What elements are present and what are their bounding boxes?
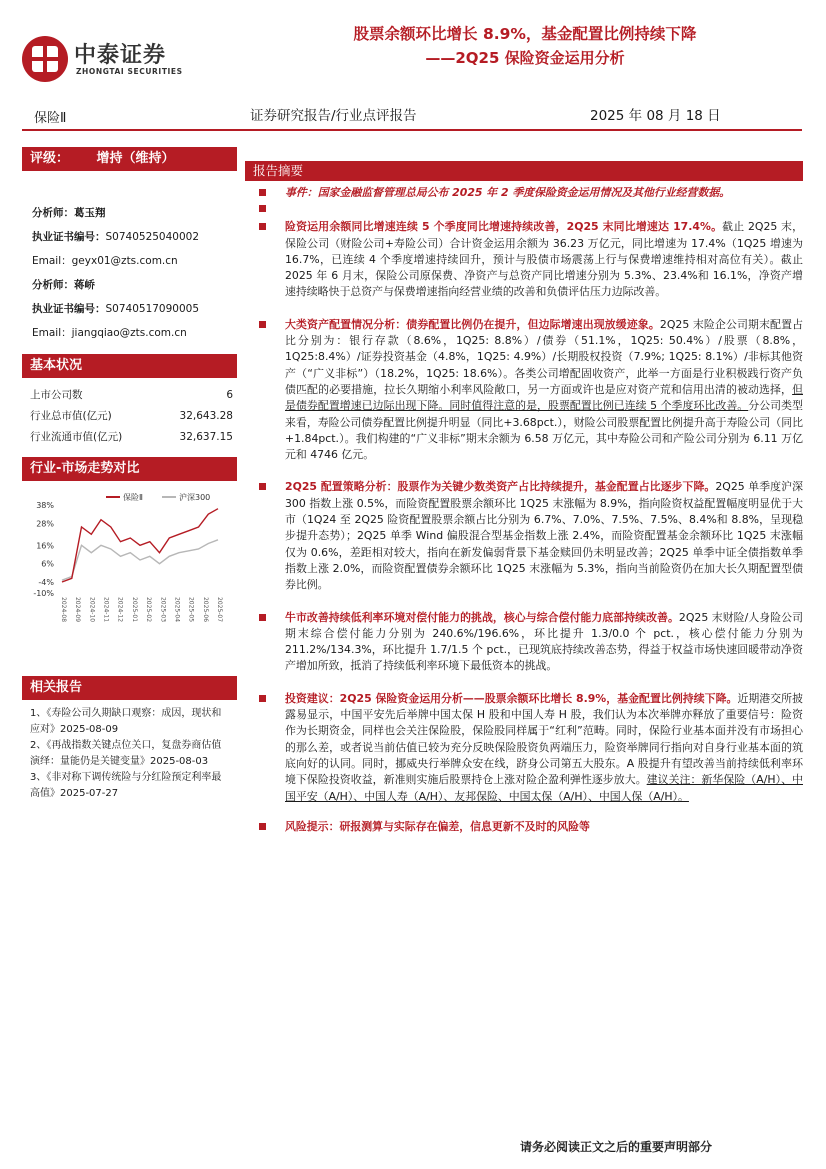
x-tick-label: 2025-05 [187, 597, 195, 623]
y-tick-label: -4% [38, 578, 54, 587]
basic-status-table [22, 384, 237, 447]
related-reports-title: 相关报告 [22, 676, 237, 700]
market-trend-chart [22, 481, 237, 631]
legend-label: 保险Ⅱ [123, 493, 143, 502]
trend-chart-svg [22, 481, 237, 631]
x-tick-label: 2025-06 [201, 597, 209, 623]
x-tick-label: 2025-04 [173, 597, 181, 623]
x-tick-label: 2024-12 [116, 597, 124, 623]
table-row: 行业流通市值(亿元) 32,637.15 [30, 430, 233, 443]
related-reports-section [22, 676, 237, 802]
x-tick-label: 2024-10 [88, 597, 96, 623]
rating-label: 评级： [30, 151, 70, 166]
x-tick-label: 2024-09 [74, 597, 82, 623]
market-trend-section [22, 457, 237, 631]
bullet-square-icon [259, 189, 266, 196]
summary-point-2: 大类资产配置情况分析：债券配置比例仍在提升，但边际增速出现放缓迹象。2Q25 末险企公司期末配置占比分别为：银行存款（8.6%，1Q25: 8.8%）/债券（51.1%，1Q25: 50.4%）/股票（8.8%，1Q25:8.4%）/证券投资基金（4.8%，1Q25: 4.9%）/长期股权投资（7.9%; 1Q25: 8.1%）/非标其他资产（“广义非标”）（18.2%，1Q25: 18.6%）。各类公司增配固收资产，此举一方面是行业积极践行资产负债匹配的必要措施，拉长久期缩小利率风险敞口，另一方面或许也是应对资产荒和信用出清的被动选择，但是债券配置增速已边际出现下降。同时值得注意的是，股票配置比例已连续 5 个季度环比改善。分公司类型来看，寿险公司债券配置比例提升明显（同比+3.68pct.），财险公司股票配置比例提升高于寿险公司（同比+1.84pct.）。我们构建的“广义非标”期末余额为 6.58 万亿元，其中寿险公司和产险公司分别为 6.11 万亿元和 4746 亿元。 [245, 317, 803, 464]
analyst-row[interactable]: Email：jiangqiao@zts.com.cn [32, 327, 187, 339]
market-trend-title: 行业-市场走势对比 [22, 457, 237, 481]
report-summary [245, 161, 803, 835]
report-type: 证券研究报告/行业点评报告 [250, 108, 417, 124]
summary-point-1: 险资运用余额同比增速连续 5 个季度同比增速持续改善，2Q25 末同比增速达 17.4%。截止 2Q25 末，保险公司（财险公司+寿险公司）合计资金运用余额为 36.23 万亿元，同比增速为 17.4%（1Q25 增速为 16.7%，已连续 4 个季度增速持续回升，预计与股债市场震荡上行与保费增速维持相对高位有关）。截止 2025 年 6 月末，保险公司原保费、净资产与总资产同比增速分别为 5.3%、23.4%和 16.1%，净资产增速持续略快于总资产与保费增速指向经营业绩的改善和负债评估压力边际改善。 [245, 219, 803, 300]
rating-bar [22, 147, 237, 171]
summary-point-3: 2Q25 配置策略分析：股票作为关键少数类资产占比持续提升，基金配置占比逐步下降。2Q25 单季度沪深 300 指数上涨 0.5%，而险资配置股票余额环比 1Q25 末涨幅为 8.9%，指向险资权益配置幅度明显优于大市（1Q24 至 2Q25 险资配置股票余额占比分别为 6.7%、7.0%、7.5%、7.5%、8.4%和 8.8%，呈现稳步提升态势）；2Q25 单季 Wind 偏股混合型基金指数上涨 2.4%，而险资配置基金余额环比 1Q25 末涨幅仅为 0.6%，差距相对较大，指向在新发偏弱背景下基金赎回仍未明显改善；2Q25 单季中证全债指数单季指数上涨 2.0%，而险资配置债券余额环比 1Q25 末涨幅为 5.3%，指向当前险资仍在加大长久期配置型债券比例。 [245, 479, 803, 593]
bullet-square-icon [259, 823, 266, 830]
y-tick-label: 38% [36, 501, 54, 510]
bullet-square-icon [259, 223, 266, 230]
table-row: 上市公司数 6 [30, 388, 233, 401]
footer-disclaimer: 请务必阅读正文之后的重要声明部分 [520, 1140, 713, 1154]
bullet-square-icon [259, 205, 266, 212]
y-tick-label: 6% [41, 559, 54, 569]
x-tick-label: 2024-08 [60, 597, 67, 623]
related-reports-list [22, 700, 237, 802]
x-tick-label: 2025-03 [159, 597, 167, 623]
report-title-line2: ——2Q25 保险资金运用分析 [425, 49, 625, 67]
summary-event: 事件：国家金融监督管理总局公布 2025 年 2 季度保险资金运用情况及其他行业经营数据。 [245, 185, 803, 201]
y-tick-label: 28% [36, 519, 54, 529]
analyst-row[interactable]: Email：geyx01@zts.com.cn [32, 255, 178, 267]
bullet-square-icon [259, 483, 266, 490]
x-tick-label: 2025-01 [130, 597, 138, 623]
analyst-info [32, 201, 237, 345]
analyst-row: 分析师：蒋峤 [32, 279, 95, 291]
table-row: 行业总市值(亿元) 32,643.28 [30, 409, 233, 422]
bullet-square-icon [259, 695, 266, 702]
related-report-item[interactable]: 1、《寿险公司久期缺口观察：成因，现状和应对》2025-08-09 [30, 708, 222, 735]
summary-title: 报告摘要 [245, 161, 803, 181]
report-title [280, 22, 770, 70]
y-tick-label: 16% [36, 541, 54, 551]
summary-empty-bullet [245, 201, 803, 219]
logo-chinese-name: 中泰证券 [74, 43, 167, 68]
related-report-item[interactable]: 3、《非对称下调传统险与分红险预定利率最高值》2025-07-27 [30, 772, 222, 799]
x-tick-label: 2025-07 [216, 597, 223, 623]
x-tick-label: 2025-02 [145, 597, 153, 623]
header-divider [22, 129, 802, 131]
analyst-row: 执业证书编号：S0740525040002 [32, 231, 200, 243]
summary-risk: 风险提示：研报测算与实际存在偏差，信息更新不及时的风险等 [245, 819, 803, 835]
series-line [62, 509, 218, 582]
basic-status-section [22, 354, 237, 447]
logo-emblem-icon [22, 36, 68, 82]
x-tick-label: 2024-11 [102, 597, 110, 623]
report-title-line1: 股票余额环比增长 8.9%，基金配置比例持续下降 [353, 25, 697, 43]
basic-status-title: 基本状况 [22, 354, 237, 378]
analyst-row: 分析师：葛玉翔 [32, 207, 106, 219]
analyst-row: 执业证书编号：S0740517090005 [32, 303, 200, 315]
rating-value: 增持（维持） [96, 151, 175, 166]
sector-label: 保险Ⅱ [34, 111, 67, 126]
logo-english-name: ZHONGTAI SECURITIES [76, 67, 183, 76]
legend-label: 沪深300 [179, 493, 211, 502]
y-tick-label: -10% [33, 589, 54, 598]
summary-point-5: 投资建议：2Q25 保险资金运用分析——股票余额环比增长 8.9%，基金配置比例持续下降。近期港交所披露易显示，中国平安先后举牌中国太保 H 股和中国人寿 H 股，我们认为本次举牌亦释放了重要信号：险资作为长期资金，同样也会关注保险股，保险股同样属于“红利”范畴。同时，保险行业基本面并没有市场担心的那么差，或者说当前估值已较为充分反映保险股资负两端压力，险资举牌同行指向对自身行业基本面的筑底向好的认同。同时，挪威央行举牌众安在线，跻身公司第五大股东。A 股提升有望改善当前持续低利率环境下保险投资收益，新准则实施后股票持仓上涨对险企盈利弹性逐步放大。建议关注：新华保险（A/H）、中国平安（A/H）、中国人寿（A/H）、友邦保险、中国太保（A/H）、中国人保（A/H）。 [245, 691, 803, 805]
company-logo [22, 34, 222, 84]
bullet-square-icon [259, 614, 266, 621]
related-report-item[interactable]: 2、《再战指数关键点位关口，复盘券商估值演绎：量能仍是关键变量》2025-08-03 [30, 740, 222, 767]
bullet-square-icon [259, 321, 266, 328]
report-date: 2025 年 08 月 18 日 [590, 108, 721, 124]
summary-point-4: 牛市改善持续低利率环境对偿付能力的挑战，核心与综合偿付能力底部持续改善。2Q25 末财险/人身险公司期末综合偿付能力分别为 240.6%/196.6%，环比提升 1.3/0.0 个 pct.，核心偿付能力分别为 211.2%/134.3%，环比提升 1.7/1.5 个 pct.，已现筑底持续改善态势，得益于权益市场快速回暖带动净资产增加所致，抵消了持续低利率环境下最低资本的挑战。 [245, 610, 803, 675]
